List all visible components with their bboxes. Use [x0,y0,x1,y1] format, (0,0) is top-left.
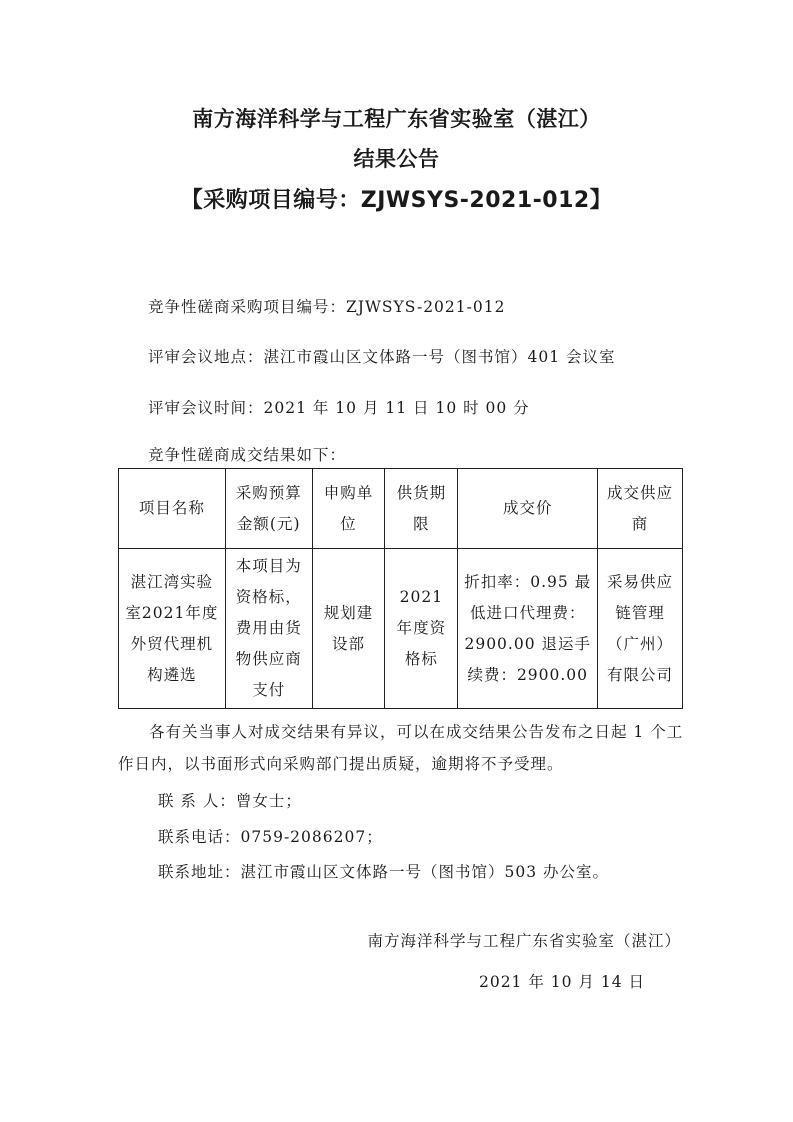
header-budget: 采购预算金额(元) [225,469,312,549]
header-supply-period: 供货期限 [385,469,458,549]
signature-org: 南方海洋科学与工程广东省实验室（湛江） [367,932,681,950]
contact-address: 联系地址：湛江市霞山区文体路一号（图书馆）503 办公室。 [158,863,610,881]
cell-deal-price: 折扣率：0.95 最低进口代理费：2900.00 退运手续费：2900.00 [458,549,598,709]
org-title: 南方海洋科学与工程广东省实验室（湛江） [192,107,601,131]
cell-supplier: 采易供应链管理（广州）有限公司 [598,549,683,709]
header-supplier: 成交供应商 [598,469,683,549]
result-table [118,468,683,709]
table-row [119,549,683,709]
meeting-place-line: 评审会议地点：湛江市霞山区文体路一号（图书馆）401 会议室 [148,348,616,366]
table-header-row [119,469,683,549]
header-project-name: 项目名称 [119,469,226,549]
cell-supply-period: 2021 年度资格标 [385,549,458,709]
cell-project-name: 湛江湾实验室2021年度外贸代理机构遴选 [119,549,226,709]
cell-department: 规划建设部 [312,549,385,709]
contact-person: 联 系 人：曾女士； [158,792,302,810]
header-department: 申购单位 [312,469,385,549]
project-code-title: 【采购项目编号：ZJWSYS-2021-012】 [180,188,613,213]
result-intro-line: 竞争性磋商成交结果如下： [148,446,347,464]
signature-date: 2021 年 10 月 14 日 [478,973,645,991]
header-deal-price: 成交价 [458,469,598,549]
doc-title: 结果公告 [353,147,440,171]
objection-notice: 各有关当事人对成交结果有异议，可以在成交结果公告发布之日起 1 个工作日内，以书面形式向采购部门提出质疑，逾期将不予受理。 [118,723,684,773]
meeting-time-line: 评审会议时间：2021 年 10 月 11 日 10 时 00 分 [148,399,530,417]
contact-phone: 联系电话：0759-2086207； [158,828,383,846]
cell-budget: 本项目为资格标，费用由货物供应商支付 [225,549,312,709]
project-number-line: 竞争性磋商采购项目编号：ZJWSYS-2021-012 [148,298,506,316]
